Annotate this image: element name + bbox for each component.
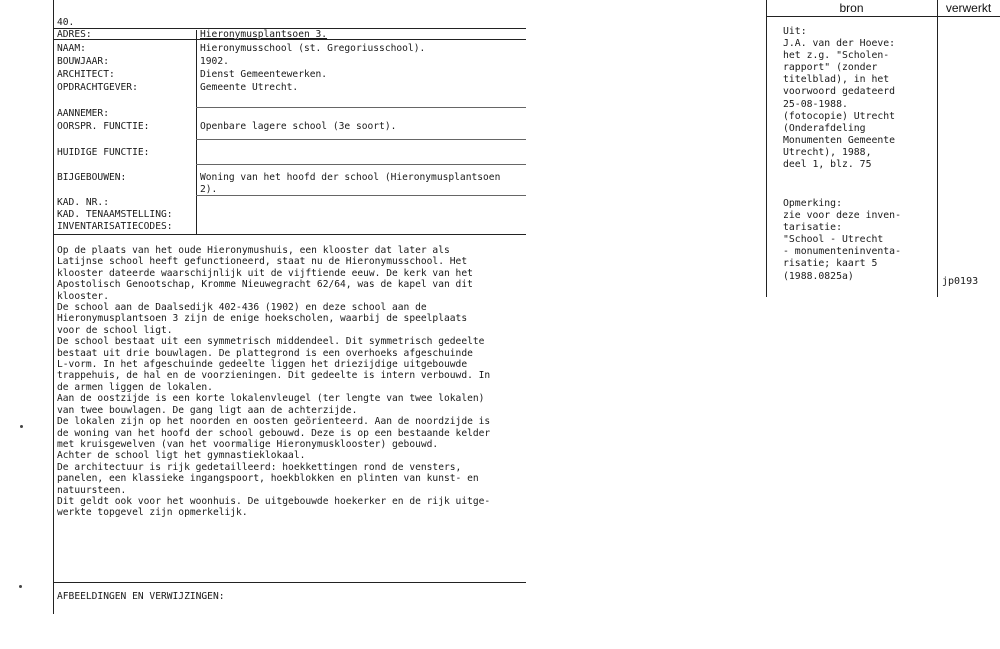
description-line: De school aan de Daalsedijk 402-436 (1902) en deze school aan de: [57, 302, 427, 314]
field-label-oorspr-functie: OORSPR. FUNCTIE:: [57, 121, 150, 132]
description-line: Apostolisch Genootschap, Kromme Nieuwegracht 62/64, was de kapel van dit: [57, 279, 473, 291]
form-fields-bottom-rule: [53, 234, 526, 235]
margin-dot: [19, 585, 22, 588]
description-line: panelen, een klassieke ingangspoort, hoekblokken en plinten van kunst- en: [57, 473, 479, 485]
form-column-rule: [196, 30, 197, 234]
field-value-bijgebouwen: Woning van het hoofd der school (Hieronymusplantsoen 2).: [200, 172, 501, 195]
field-label-bijgebouwen: BIJGEBOUWEN:: [57, 172, 127, 183]
description-line: de woning van het hoofd der school gebouwd. Deze is op een bestaande kelder: [57, 427, 491, 439]
description-line: De architectuur is rijk gedetailleerd: hoekkettingen rond de vensters,: [57, 461, 462, 473]
field-value-oorspr-functie: Openbare lagere school (3e soort).: [200, 121, 397, 132]
field-label-aannemer: AANNEMER:: [57, 108, 109, 119]
description-line: Op de plaats van het oude Hieronymushuis, een klooster dat later als: [57, 245, 450, 256]
form-left-rule: [53, 0, 54, 614]
footer-label: AFBEELDINGEN EN VERWIJZINGEN:: [57, 591, 225, 602]
field-value-architect: Dienst Gemeentewerken.: [200, 69, 328, 80]
field-label-adres: ADRES:: [57, 29, 92, 40]
field-value-opdrachtgever: Gemeente Utrecht.: [200, 82, 299, 93]
field-label-bouwjaar: BOUWJAAR:: [57, 56, 109, 67]
panel-header-rule: [766, 16, 1000, 17]
field-label-inventarisatiecodes: INVENTARISATIECODES:: [57, 221, 173, 232]
description-line: de armen liggen de lokalen.: [57, 381, 213, 393]
column-header-verwerkt: verwerkt: [945, 1, 992, 15]
description-line: van twee bouwlagen. De gang ligt aan de achterzijde.: [57, 404, 358, 416]
description-line: bestaat uit drie bouwlagen. De plattegrond is een overhoeks afgeschuinde: [57, 347, 473, 359]
field-value-adres: Hieronymusplantsoen 3.: [200, 29, 328, 40]
row-separator: [196, 164, 526, 165]
field-value-naam: Hieronymusschool (st. Gregoriusschool).: [200, 43, 426, 54]
description-line: Latijnse school heeft gefunctioneerd, staat nu de Hieronymusschool. Het: [57, 256, 468, 268]
description-line: trappehuis, de hal en de voorzieningen. Dit gedeelte is intern verbouwd. In: [57, 370, 491, 382]
field-label-naam: NAAM:: [57, 43, 86, 54]
field-label-architect: ARCHITECT:: [57, 69, 115, 80]
form-footer-rule: [53, 582, 526, 583]
row-separator: [196, 139, 526, 140]
column-header-bron: bron: [839, 1, 864, 15]
description-line: Achter de school ligt het gymnastieklokaal.: [57, 450, 306, 462]
description-line: werkte topgevel zijn opmerkelijk.: [57, 507, 248, 519]
description-text: [57, 245, 490, 519]
record-number: 40.: [57, 17, 75, 28]
description-line: Aan de oostzijde is een korte lokalenvleugel (ter lengte van twee lokalen): [57, 393, 485, 405]
description-line: Dit geldt ook voor het woonhuis. De uitgebouwde hoekerker en de rijk uitge-: [57, 495, 491, 507]
field-label-huidige-functie: HUIDIGE FUNCTIE:: [57, 147, 150, 158]
description-line: klooster.: [57, 290, 109, 302]
field-label-opdrachtgever: OPDRACHTGEVER:: [57, 82, 138, 93]
description-line: voor de school ligt.: [57, 324, 173, 336]
field-label-kad-tenaamstelling: KAD. TENAAMSTELLING:: [57, 209, 173, 220]
description-line: klooster dateerde waarschijnlijk uit de vijftiende eeuw. De kerk van het: [57, 267, 473, 279]
description-line: met kruisgewelven (van het voormalige Hieronymusklooster) gebouwd.: [57, 438, 439, 450]
panel-left-rule: [766, 0, 767, 297]
margin-dot: [20, 425, 23, 428]
row-separator: [196, 107, 526, 108]
description-line: De lokalen zijn op het noorden en oosten geörienteerd. Aan de noordzijde is: [57, 416, 491, 428]
remark-text: Opmerking: zie voor deze inven- tarisatie: "School - Utrecht - monumenteninventa- risatie; kaart 5 (1988.0825a): [783, 198, 901, 282]
panel-mid-rule: [937, 0, 938, 297]
description-line: L-vorm. In het afgeschuinde gedeelte liggen het driezijdige uitgebouwde: [57, 359, 468, 371]
field-label-kad-nr: KAD. NR.:: [57, 197, 109, 208]
source-reference: Uit: J.A. van der Hoeve: het z.g. "Scholen- rapport" (zonder titelblad), in het voorwoord gedateerd 25-08-1988. (fotocopie) Utrecht (Onderafdeling Monumenten Gemeente Utrecht), 1988, deel 1, blz. 75: [783, 26, 896, 171]
description-line: De school bestaat uit een symmetrisch middendeel. Dit symmetrisch gedeelte: [57, 336, 485, 348]
field-value-bouwjaar: 1902.: [200, 56, 229, 67]
processing-code: jp0193: [942, 276, 979, 287]
description-line: Hieronymusplantsoen 3 zijn de enige hoekscholen, waarbij de speelplaats: [57, 313, 468, 325]
description-line: natuursteen.: [57, 484, 127, 496]
